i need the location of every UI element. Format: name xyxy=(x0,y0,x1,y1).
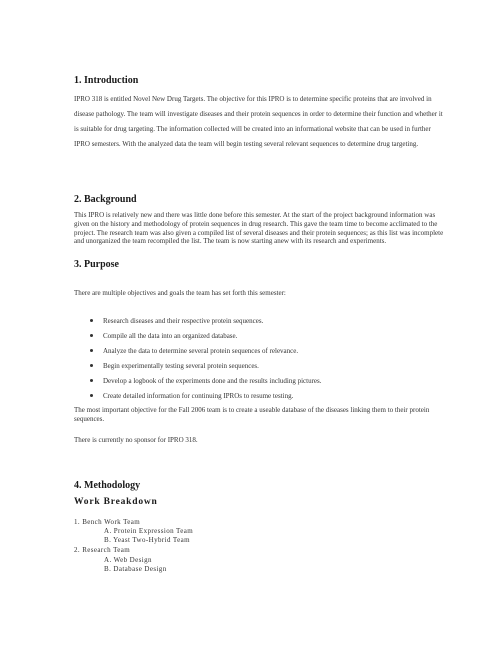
outline-subitem-database-design: B. Database Design xyxy=(104,565,167,573)
purpose-heading: 3. Purpose xyxy=(74,259,119,270)
bullet-icon xyxy=(90,319,93,322)
work-breakdown-heading: Work Breakdown xyxy=(74,497,158,507)
background-paragraph: This IPRO is relatively new and there was little done before this semester. At the start of the project background information was given on the history and methodology of protein sequences in drug research. This gave the team time to become acclimated to the project. The research team was also given a compiled list of several diseases and their protein sequences; as this list was incomplete and unorganized the team recompiled the list. The team is now starting anew with its research and experiments. xyxy=(74,211,444,246)
list-item-text: Research diseases and their respective protein sequences. xyxy=(103,317,264,325)
list-item xyxy=(88,377,322,392)
outline-subitem-protein-expression: A. Protein Expression Team xyxy=(104,527,194,535)
list-item xyxy=(88,317,322,332)
list-item-text: Compile all the data into an organized database. xyxy=(103,332,238,341)
outline-subitem-web-design: A. Web Design xyxy=(104,556,152,564)
introduction-paragraph: IPRO 318 is entitled Novel New Drug Targets. The objective for this IPRO is to determine specific proteins that are involved in disease pathology. The team will investigate diseases and their protein sequences in order to determine their function and whether it is suitable for drug targeting. The information collected will be created into an informational website that can be used in further IPRO semesters. With the analyzed data the team will begin testing several relevant sequences to determine drug targeting. xyxy=(74,95,443,148)
bullet-icon xyxy=(90,349,93,352)
introduction-heading: 1. Introduction xyxy=(74,75,139,86)
list-item xyxy=(88,362,322,377)
objective-paragraph: The most important objective for the Fall 2006 team is to create a useable database of the diseases linking them to their protein sequences. xyxy=(74,406,430,423)
methodology-heading: 4. Methodology xyxy=(74,480,141,491)
list-item-text: Begin experimentally testing several protein sequences. xyxy=(103,362,259,371)
bullet-icon xyxy=(90,364,93,367)
list-item-text: Develop a logbook of the experiments done and the results including pictures. xyxy=(103,377,322,386)
objectives-list xyxy=(88,317,322,408)
purpose-intro: There are multiple objectives and goals the team has set forth this semester: xyxy=(74,289,286,297)
bullet-icon xyxy=(90,379,93,382)
outline-item-research: 2. Research Team xyxy=(74,546,131,554)
bullet-icon xyxy=(90,334,93,337)
list-item xyxy=(88,332,322,347)
outline-item-bench-work: 1. Bench Work Team xyxy=(74,518,141,526)
outline-subitem-yeast-two-hybrid: B. Yeast Two-Hybrid Team xyxy=(104,536,190,544)
list-item xyxy=(88,347,322,362)
bullet-icon xyxy=(90,394,93,397)
list-item-text: Create detailed information for continuing IPROs to resume testing. xyxy=(103,392,294,401)
sponsor-paragraph: There is currently no sponsor for IPRO 318. xyxy=(74,436,198,444)
list-item-text: Analyze the data to determine several protein sequences of relevance. xyxy=(103,347,299,356)
background-heading: 2. Background xyxy=(74,194,137,205)
